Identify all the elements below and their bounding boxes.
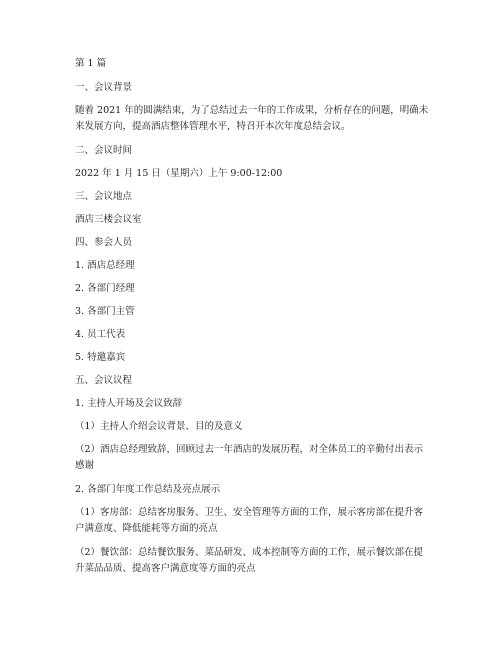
time-text: 2022 年 1 月 15 日（星期六）上午 9:00-12:00 <box>75 168 283 179</box>
page-label: 第 1 篇 <box>75 58 107 69</box>
attendee-item: 3. 各部门主管 <box>75 306 135 317</box>
location-heading: 三、会议地点 <box>75 191 133 202</box>
attendees-heading: 四、参会人员 <box>75 237 133 248</box>
attendee-item: 5. 特邀嘉宾 <box>75 352 126 363</box>
agenda-item: 2. 各部门年度工作总结及亮点展示 <box>75 484 221 495</box>
agenda-subitem: （1）主持人介绍会议背景、目的及意义 <box>75 421 243 432</box>
background-paragraph: 随着 2021 年的圆满结束，为了总结过去一年的工作成果，分析存在的问题，明确未来发展方向，提高酒店整体管理水平，特召开本次年度总结会议。 <box>75 105 429 132</box>
attendee-item: 2. 各部门经理 <box>75 283 135 294</box>
agenda-item: 1. 主持人开场及会议致辞 <box>75 398 183 409</box>
time-heading: 二、会议时间 <box>75 145 133 156</box>
attendee-item: 1. 酒店总经理 <box>75 260 135 271</box>
agenda-subitem: （2）酒店总经理致辞，回顾过去一年酒店的发展历程，对全体员工的辛勤付出表示感谢 <box>75 444 424 471</box>
agenda-subitem: （1）客房部：总结客房服务、卫生、安全管理等方面的工作，展示客房部在提升客户满意度、降低能耗等方面的亮点 <box>75 507 424 534</box>
location-text: 酒店三楼会议室 <box>75 214 142 225</box>
attendee-item: 4. 员工代表 <box>75 329 126 340</box>
agenda-subitem: （2）餐饮部：总结餐饮服务、菜品研发、成本控制等方面的工作，展示餐饮部在提升菜品品质、提高客户满意度等方面的亮点 <box>75 547 424 574</box>
agenda-heading: 五、会议议程 <box>75 375 133 386</box>
background-heading: 一、会议背景 <box>75 82 133 93</box>
